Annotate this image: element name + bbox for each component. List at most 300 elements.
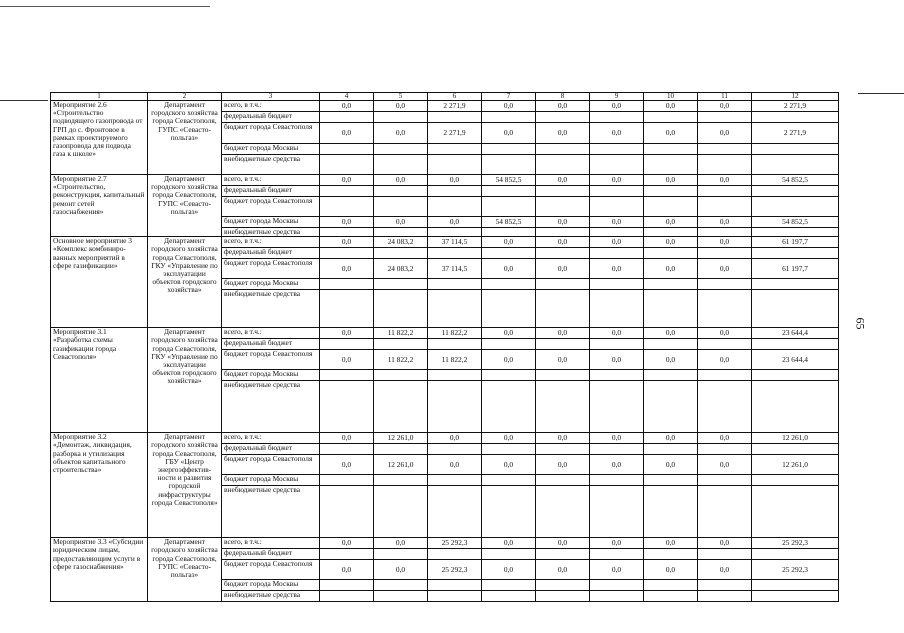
value-cell: 0,0 [320, 350, 374, 370]
value-cell [590, 144, 644, 155]
value-cell [752, 279, 839, 290]
value-cell [482, 186, 536, 197]
value-cell [482, 591, 536, 602]
value-cell [752, 186, 839, 197]
value-cell [644, 112, 698, 123]
value-cell [428, 339, 482, 350]
value-cell: 54 852,5 [752, 217, 839, 228]
value-cell: 0,0 [428, 433, 482, 444]
value-cell: 12 261,0 [374, 455, 428, 475]
funding-source-cell: бюджет города Москвы [222, 217, 320, 228]
value-cell [644, 197, 698, 217]
value-cell [374, 228, 428, 237]
value-cell [536, 186, 590, 197]
value-cell [536, 444, 590, 455]
value-cell [752, 228, 839, 237]
value-cell: 0,0 [482, 123, 536, 144]
value-cell [536, 279, 590, 290]
value-cell [374, 248, 428, 259]
value-cell [590, 112, 644, 123]
value-cell [374, 475, 428, 486]
value-cell: 0,0 [536, 237, 590, 248]
value-cell [482, 580, 536, 591]
funding-source-cell: федеральный бюджет [222, 339, 320, 350]
value-cell: 0,0 [536, 123, 590, 144]
value-cell: 0,0 [698, 237, 752, 248]
value-cell [536, 155, 590, 175]
header-cell: 11 [698, 93, 752, 101]
value-cell [644, 486, 698, 538]
value-cell [374, 381, 428, 433]
value-cell [752, 248, 839, 259]
value-cell [428, 155, 482, 175]
value-cell: 0,0 [590, 237, 644, 248]
value-cell [482, 197, 536, 217]
value-cell [752, 197, 839, 217]
funding-source-cell: внебюджетные средства [222, 486, 320, 538]
value-cell [320, 290, 374, 328]
value-cell: 0,0 [482, 259, 536, 279]
executor-cell: Департамент городского хозяйства города Севастополя, ГКУ «Управление по эксплуатации объектов городского хозяйства» [148, 328, 222, 433]
value-cell: 25 292,3 [752, 538, 839, 549]
measure-name-cell: Основное мероприятие 3 «Комплекс комбиниро-ванных мероприятий в сфере газификации» [51, 237, 148, 328]
value-cell [428, 475, 482, 486]
value-cell [320, 186, 374, 197]
header-cell: 5 [374, 93, 428, 101]
value-cell: 37 114,5 [428, 259, 482, 279]
executor-cell: Департамент городского хозяйства города Севастополя, ГУПС «Севасто-польгаз» [148, 101, 222, 175]
value-cell [590, 486, 644, 538]
funding-source-cell: федеральный бюджет [222, 444, 320, 455]
value-cell [644, 186, 698, 197]
value-cell [428, 248, 482, 259]
value-cell [482, 155, 536, 175]
value-cell: 0,0 [644, 123, 698, 144]
value-cell: 0,0 [590, 538, 644, 549]
value-cell: 0,0 [320, 328, 374, 339]
funding-source-cell: бюджет города Москвы [222, 370, 320, 381]
value-cell [698, 279, 752, 290]
value-cell [536, 580, 590, 591]
table-body [51, 93, 839, 602]
value-cell [482, 486, 536, 538]
value-cell: 0,0 [320, 259, 374, 279]
value-cell: 2 271,9 [752, 101, 839, 112]
value-cell [536, 381, 590, 433]
value-cell [590, 279, 644, 290]
value-cell [482, 475, 536, 486]
value-cell [590, 591, 644, 602]
value-cell [482, 370, 536, 381]
value-cell [698, 591, 752, 602]
funding-source-cell: внебюджетные средства [222, 381, 320, 433]
value-cell [374, 486, 428, 538]
header-row [51, 93, 839, 101]
executor-cell: Департамент городского хозяйства города Севастополя, ГБУ «Центр энергоэффектив-ности и развития городской инфраструктуры города Севастополя» [148, 433, 222, 538]
value-cell: 0,0 [644, 175, 698, 186]
value-cell [644, 370, 698, 381]
value-cell [428, 112, 482, 123]
value-cell [536, 591, 590, 602]
table-row [51, 433, 839, 444]
value-cell: 12 261,0 [752, 433, 839, 444]
value-cell: 0,0 [428, 217, 482, 228]
value-cell: 0,0 [428, 455, 482, 475]
value-cell: 24 083,2 [374, 237, 428, 248]
value-cell [320, 549, 374, 560]
header-cell: 10 [644, 93, 698, 101]
value-cell: 0,0 [374, 560, 428, 580]
value-cell: 0,0 [698, 101, 752, 112]
value-cell [644, 381, 698, 433]
value-cell: 11 822,2 [374, 350, 428, 370]
value-cell [482, 339, 536, 350]
value-cell [482, 381, 536, 433]
funding-source-cell: внебюджетные средства [222, 228, 320, 237]
value-cell: 25 292,3 [428, 538, 482, 549]
value-cell: 12 261,0 [374, 433, 428, 444]
funding-source-cell: бюджет города Севастополя [222, 350, 320, 370]
value-cell [698, 370, 752, 381]
value-cell [590, 475, 644, 486]
value-cell [320, 339, 374, 350]
funding-source-cell: бюджет города Севастополя [222, 259, 320, 279]
value-cell: 0,0 [698, 123, 752, 144]
value-cell: 0,0 [590, 328, 644, 339]
table-row [51, 538, 839, 549]
funding-source-cell: федеральный бюджет [222, 549, 320, 560]
value-cell: 0,0 [644, 217, 698, 228]
value-cell [536, 475, 590, 486]
value-cell [320, 444, 374, 455]
value-cell [698, 444, 752, 455]
funding-source-cell: бюджет города Москвы [222, 279, 320, 290]
value-cell [644, 591, 698, 602]
value-cell [590, 248, 644, 259]
value-cell: 0,0 [698, 560, 752, 580]
value-cell: 0,0 [590, 101, 644, 112]
value-cell [482, 290, 536, 328]
value-cell: 0,0 [320, 455, 374, 475]
value-cell: 0,0 [482, 237, 536, 248]
value-cell [698, 475, 752, 486]
value-cell: 54 852,5 [482, 217, 536, 228]
value-cell [374, 549, 428, 560]
value-cell: 24 083,2 [374, 259, 428, 279]
value-cell [752, 486, 839, 538]
value-cell: 0,0 [320, 237, 374, 248]
value-cell: 0,0 [536, 433, 590, 444]
value-cell: 0,0 [644, 560, 698, 580]
value-cell: 0,0 [320, 123, 374, 144]
value-cell [320, 381, 374, 433]
value-cell: 0,0 [482, 455, 536, 475]
value-cell [536, 549, 590, 560]
executor-cell: Департамент городского хозяйства города Севастополя, ГКУ «Управление по эксплуатации объектов городского хозяйства» [148, 237, 222, 328]
value-cell [698, 381, 752, 433]
value-cell: 61 197,7 [752, 259, 839, 279]
header-cell: 7 [482, 93, 536, 101]
value-cell: 11 822,2 [428, 328, 482, 339]
value-cell [752, 370, 839, 381]
value-cell [698, 580, 752, 591]
value-cell [698, 228, 752, 237]
value-cell: 2 271,9 [428, 101, 482, 112]
value-cell [428, 444, 482, 455]
value-cell [590, 370, 644, 381]
funding-source-cell: бюджет города Москвы [222, 580, 320, 591]
value-cell [536, 290, 590, 328]
value-cell [590, 444, 644, 455]
executor-cell: Департамент городского хозяйства города Севастополя, ГУПС «Севасто-польгаз» [148, 538, 222, 602]
value-cell: 0,0 [374, 101, 428, 112]
value-cell: 0,0 [536, 175, 590, 186]
value-cell [590, 381, 644, 433]
scan-artifact-line-left [0, 100, 48, 101]
header-cell: 3 [222, 93, 320, 101]
value-cell: 11 822,2 [428, 350, 482, 370]
value-cell [320, 155, 374, 175]
value-cell: 0,0 [482, 433, 536, 444]
value-cell [644, 475, 698, 486]
value-cell [752, 591, 839, 602]
value-cell [482, 228, 536, 237]
header-cell: 12 [752, 93, 839, 101]
value-cell [644, 444, 698, 455]
value-cell: 0,0 [482, 328, 536, 339]
value-cell [644, 248, 698, 259]
value-cell: 25 292,3 [428, 560, 482, 580]
value-cell [536, 112, 590, 123]
value-cell [428, 228, 482, 237]
funding-source-cell: федеральный бюджет [222, 248, 320, 259]
value-cell: 0,0 [698, 175, 752, 186]
value-cell: 0,0 [374, 217, 428, 228]
value-cell: 0,0 [536, 560, 590, 580]
value-cell [644, 155, 698, 175]
value-cell [482, 549, 536, 560]
value-cell: 0,0 [590, 433, 644, 444]
value-cell: 0,0 [644, 538, 698, 549]
header-cell: 9 [590, 93, 644, 101]
value-cell: 0,0 [482, 538, 536, 549]
value-cell [428, 186, 482, 197]
measure-name-cell: Мероприятие 3.1 «Разработка схемы газификации города Севастополя» [51, 328, 148, 433]
value-cell: 0,0 [320, 538, 374, 549]
funding-source-cell: всего, в т.ч.: [222, 538, 320, 549]
value-cell [644, 144, 698, 155]
value-cell [374, 580, 428, 591]
value-cell [698, 290, 752, 328]
value-cell [320, 279, 374, 290]
value-cell [320, 228, 374, 237]
value-cell [374, 112, 428, 123]
value-cell [536, 370, 590, 381]
value-cell [752, 290, 839, 328]
value-cell [698, 155, 752, 175]
funding-source-cell: всего, в т.ч.: [222, 237, 320, 248]
value-cell [644, 228, 698, 237]
value-cell [590, 197, 644, 217]
value-cell: 0,0 [482, 350, 536, 370]
value-cell [428, 279, 482, 290]
value-cell: 0,0 [644, 237, 698, 248]
value-cell [698, 186, 752, 197]
value-cell: 0,0 [698, 328, 752, 339]
value-cell [428, 144, 482, 155]
value-cell [428, 381, 482, 433]
value-cell [482, 248, 536, 259]
measure-name-cell: Мероприятие 3.2 «Демонтаж, ликвидация, разборка и утилизация объектов капитального строительства» [51, 433, 148, 538]
value-cell [482, 444, 536, 455]
value-cell [482, 112, 536, 123]
funding-source-cell: внебюджетные средства [222, 155, 320, 175]
value-cell [752, 381, 839, 433]
financing-table [50, 92, 839, 602]
funding-source-cell: бюджет города Севастополя [222, 560, 320, 580]
value-cell [590, 228, 644, 237]
value-cell: 0,0 [644, 433, 698, 444]
value-cell [752, 475, 839, 486]
value-cell [536, 197, 590, 217]
value-cell: 0,0 [536, 101, 590, 112]
value-cell [536, 228, 590, 237]
value-cell [428, 549, 482, 560]
value-cell [428, 197, 482, 217]
value-cell [698, 144, 752, 155]
measure-name-cell: Мероприятие 2.7 «Строительство, реконструкция, капитальный ремонт сетей газоснабжения» [51, 175, 148, 237]
value-cell [536, 248, 590, 259]
header-cell: 6 [428, 93, 482, 101]
value-cell [752, 580, 839, 591]
value-cell [698, 549, 752, 560]
value-cell: 0,0 [428, 175, 482, 186]
value-cell [536, 486, 590, 538]
funding-source-cell: всего, в т.ч.: [222, 433, 320, 444]
value-cell [482, 279, 536, 290]
value-cell [374, 591, 428, 602]
value-cell: 0,0 [698, 455, 752, 475]
value-cell: 0,0 [536, 455, 590, 475]
value-cell: 2 271,9 [428, 123, 482, 144]
value-cell: 0,0 [590, 175, 644, 186]
funding-source-cell: бюджет города Севастополя [222, 455, 320, 475]
measure-name-cell: Мероприятие 2.6 «Строительство подводящего газопровода от ГРП до с. Фронтовое в рамках проектируемого газопровода для подвода газа к школе» [51, 101, 148, 175]
value-cell: 12 261,0 [752, 455, 839, 475]
value-cell [752, 155, 839, 175]
value-cell: 61 197,7 [752, 237, 839, 248]
value-cell: 0,0 [644, 259, 698, 279]
value-cell [428, 370, 482, 381]
value-cell [752, 549, 839, 560]
funding-source-cell: всего, в т.ч.: [222, 175, 320, 186]
value-cell: 0,0 [320, 217, 374, 228]
value-cell: 25 292,3 [752, 560, 839, 580]
value-cell: 0,0 [698, 217, 752, 228]
value-cell [644, 549, 698, 560]
value-cell [320, 475, 374, 486]
table-row [51, 237, 839, 248]
header-cell: 8 [536, 93, 590, 101]
funding-source-cell: бюджет города Севастополя [222, 123, 320, 144]
executor-cell: Департамент городского хозяйства города Севастополя, ГУПС «Севасто-польгаз» [148, 175, 222, 237]
value-cell [698, 248, 752, 259]
scan-artifact-line [0, 0, 210, 7]
value-cell: 0,0 [698, 350, 752, 370]
scan-artifact-line-right [858, 93, 904, 94]
value-cell: 0,0 [536, 328, 590, 339]
value-cell [590, 580, 644, 591]
value-cell [644, 279, 698, 290]
value-cell: 0,0 [482, 560, 536, 580]
value-cell [374, 444, 428, 455]
value-cell [374, 155, 428, 175]
value-cell [752, 144, 839, 155]
value-cell [374, 186, 428, 197]
value-cell [752, 112, 839, 123]
funding-source-cell: бюджет города Севастополя [222, 197, 320, 217]
value-cell [320, 370, 374, 381]
value-cell: 0,0 [320, 560, 374, 580]
value-cell [590, 155, 644, 175]
value-cell: 0,0 [536, 350, 590, 370]
value-cell [482, 144, 536, 155]
value-cell [590, 549, 644, 560]
value-cell: 54 852,5 [482, 175, 536, 186]
table-row [51, 175, 839, 186]
page-number: 65 [853, 317, 868, 330]
value-cell [752, 444, 839, 455]
value-cell [644, 580, 698, 591]
value-cell: 0,0 [644, 455, 698, 475]
value-cell [428, 290, 482, 328]
value-cell: 0,0 [320, 175, 374, 186]
value-cell [320, 591, 374, 602]
value-cell: 0,0 [590, 217, 644, 228]
value-cell: 0,0 [590, 455, 644, 475]
value-cell: 0,0 [590, 560, 644, 580]
value-cell: 0,0 [536, 259, 590, 279]
table-row [51, 328, 839, 339]
funding-source-cell: бюджет города Москвы [222, 475, 320, 486]
value-cell [374, 144, 428, 155]
value-cell: 0,0 [320, 101, 374, 112]
value-cell: 0,0 [320, 433, 374, 444]
value-cell [698, 486, 752, 538]
value-cell: 0,0 [536, 538, 590, 549]
value-cell [698, 339, 752, 350]
value-cell [374, 370, 428, 381]
value-cell [428, 591, 482, 602]
funding-source-cell: федеральный бюджет [222, 112, 320, 123]
value-cell: 0,0 [698, 433, 752, 444]
value-cell: 0,0 [644, 328, 698, 339]
value-cell: 0,0 [698, 259, 752, 279]
funding-source-cell: федеральный бюджет [222, 186, 320, 197]
value-cell: 0,0 [644, 101, 698, 112]
value-cell: 54 852,5 [752, 175, 839, 186]
funding-source-cell: всего, в т.ч.: [222, 101, 320, 112]
value-cell [752, 339, 839, 350]
value-cell [644, 290, 698, 328]
value-cell: 0,0 [374, 123, 428, 144]
value-cell [698, 197, 752, 217]
value-cell [374, 197, 428, 217]
value-cell [590, 290, 644, 328]
funding-source-cell: внебюджетные средства [222, 591, 320, 602]
value-cell: 37 114,5 [428, 237, 482, 248]
table-row [51, 101, 839, 112]
